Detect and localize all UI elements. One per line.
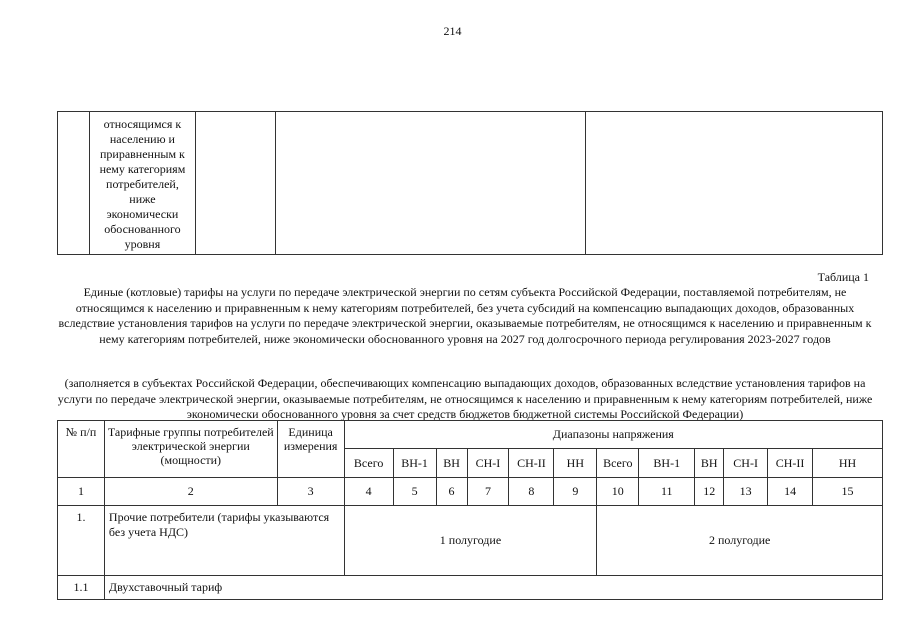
voltage-header: НН — [813, 449, 883, 478]
table-row — [58, 506, 883, 576]
continued-cell-num — [58, 112, 90, 255]
header-group: Тарифные группы потребителей электрической энергии (мощности) — [104, 421, 277, 478]
row-number: 1.1 — [58, 576, 105, 600]
page-number: 214 — [443, 24, 462, 38]
continued-table — [57, 111, 883, 255]
half-year-2: 2 полугодие — [597, 506, 883, 576]
voltage-header: ВН-1 — [393, 449, 436, 478]
column-number: 7 — [467, 478, 509, 506]
header-voltage-ranges: Диапазоны напряжения — [344, 421, 882, 449]
row-number: 1. — [58, 506, 105, 576]
column-number: 12 — [695, 478, 724, 506]
row-name: Прочие потребители (тарифы указываются без учета НДС) — [104, 506, 344, 576]
continued-cell-unit — [195, 112, 275, 255]
continued-cell-group — [89, 112, 195, 255]
table-note: (заполняется в субъектах Российской Федерации, обеспечивающих компенсацию выпадающих доходов, образованных вследствие установления тарифов на услуги по передаче электрической энергии, оказываемые потребителям, не относящимся к населению и приравненным к нему категориям потребителей, ниже экономически обоснованного уровня за счет средств бюджетов бюджетной системы Российской Федерации) — [57, 376, 873, 421]
voltage-header: Всего — [344, 449, 393, 478]
column-number: 6 — [436, 478, 467, 506]
header-num: № п/п — [58, 421, 105, 478]
column-number: 10 — [597, 478, 639, 506]
column-number: 15 — [813, 478, 883, 506]
voltage-header: СН-II — [509, 449, 554, 478]
continued-cell-half2 — [586, 112, 883, 255]
header-unit: Единица измерения — [277, 421, 344, 478]
column-number: 3 — [277, 478, 344, 506]
column-number: 2 — [104, 478, 277, 506]
half-year-1: 1 полугодие — [344, 506, 597, 576]
table-label: Таблица 1 — [817, 270, 869, 284]
table-row — [58, 576, 883, 600]
voltage-header: Всего — [597, 449, 639, 478]
continued-cell-text: относящимся к населению и приравненным к нему категориям потребителей, ниже экономически обоснованного уровня — [99, 117, 186, 251]
column-number: 4 — [344, 478, 393, 506]
row-name: Двухставочный тариф — [104, 576, 882, 600]
column-number: 11 — [639, 478, 695, 506]
voltage-header: СН-II — [768, 449, 813, 478]
column-number: 13 — [724, 478, 768, 506]
voltage-header: ВН — [436, 449, 467, 478]
voltage-header: СН-I — [724, 449, 768, 478]
voltage-header: НН — [554, 449, 597, 478]
voltage-header: ВН — [695, 449, 724, 478]
continued-cell-half1 — [275, 112, 586, 255]
column-number: 1 — [58, 478, 105, 506]
column-number: 5 — [393, 478, 436, 506]
column-number: 9 — [554, 478, 597, 506]
table-heading: Единые (котловые) тарифы на услуги по передаче электрической энергии по сетям субъекта Российской Федерации, поставляемой потребителям, не относящимся к населению и приравненным к нему категориям потребителей, без учета субсидий на компенсацию выпадающих доходов, образованных вследствие установления тарифов на услуги по передаче электрической энергии, оказываемые потребителям, не относящимся к населению и приравненным к нему категориям потребителей, ниже экономически обоснованного уровня на 2027 год долгосрочного периода регулирования 2023-2027 годов — [58, 285, 872, 346]
voltage-header: ВН-1 — [639, 449, 695, 478]
column-number: 8 — [509, 478, 554, 506]
tariff-table — [57, 420, 883, 600]
column-number: 14 — [768, 478, 813, 506]
voltage-header: СН-I — [467, 449, 509, 478]
